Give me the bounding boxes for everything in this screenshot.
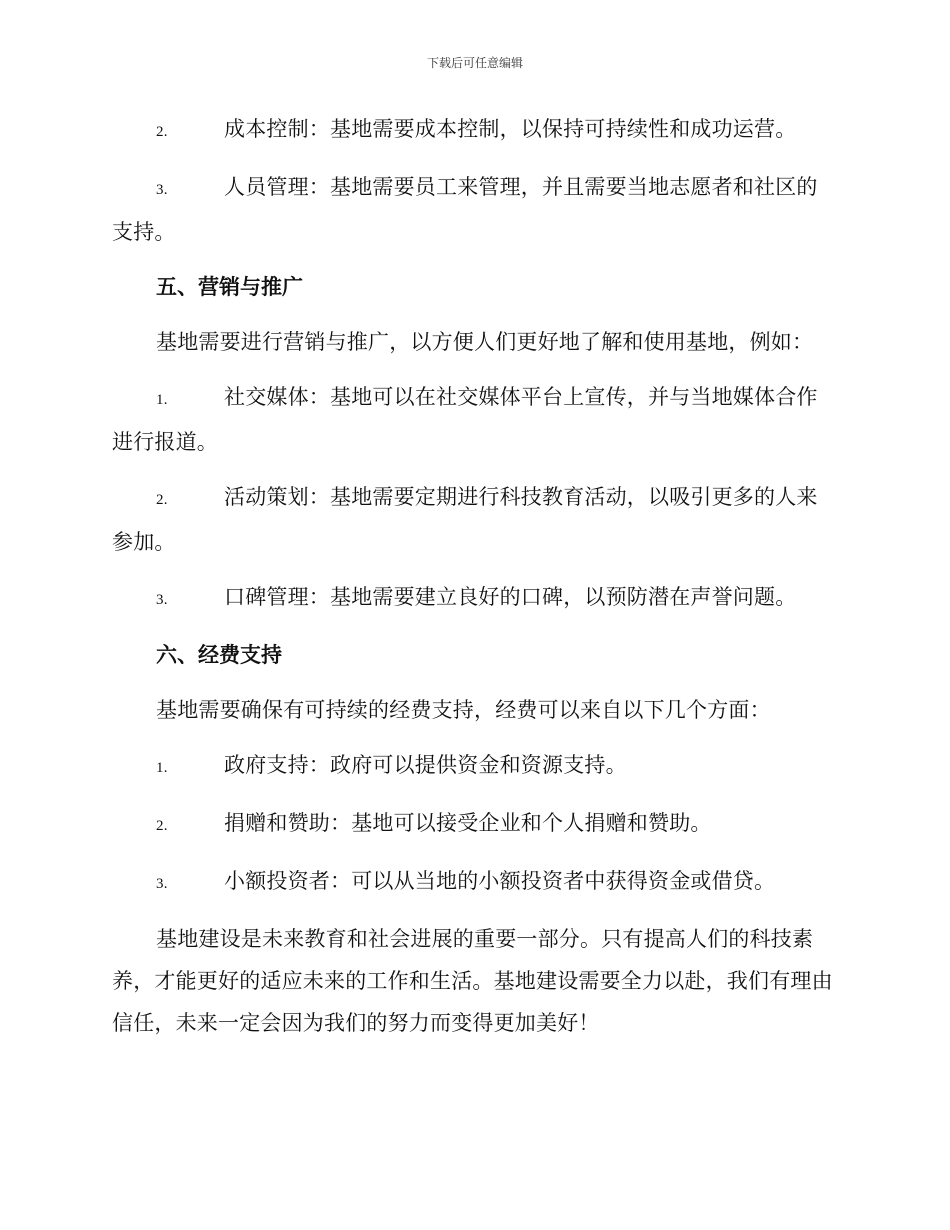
list-number: 3.: [156, 876, 168, 892]
list-number: 1.: [156, 760, 168, 776]
paragraph-marketing-intro: 基地需要进行营销与推广，以方便人们更好地了解和使用基地，例如：: [156, 330, 814, 354]
section-heading-funding: 六、经费支持: [156, 643, 282, 667]
section-heading-marketing: 五、营销与推广: [156, 275, 303, 299]
paragraph-funding-intro: 基地需要确保有可持续的经费支持，经费可以来自以下几个方面：: [156, 698, 771, 722]
page-header: 下载后可任意编辑: [426, 56, 523, 70]
list-item-investors: [112, 860, 834, 905]
list-item-text: 口碑管理：基地需要建立良好的口碑，以预防潜在声誉问题。: [224, 585, 797, 609]
list-item-text: 捐赠和赞助：基地可以接受企业和个人捐赠和赞助。: [224, 811, 712, 835]
list-item-text: 小额投资者：可以从当地的小额投资者中获得资金或借贷。: [224, 869, 776, 893]
list-item-donations: [112, 802, 834, 847]
list-number: 2.: [156, 492, 168, 508]
list-item-text: 人员管理：基地需要员工来管理，并且需要当地志愿者和社区的支持。: [112, 175, 818, 244]
list-item-staff-management: [112, 166, 834, 253]
list-number: 3.: [156, 182, 168, 198]
list-item-cost-control: [112, 108, 834, 153]
list-item-government: [112, 744, 834, 789]
list-number: 3.: [156, 592, 168, 608]
list-item-social-media: [112, 376, 834, 463]
document-body: [112, 108, 834, 1057]
list-item-reputation: [112, 576, 834, 621]
list-item-text: 成本控制：基地需要成本控制，以保持可持续性和成功运营。: [224, 117, 797, 141]
list-number: 1.: [156, 392, 168, 408]
list-item-text: 政府支持：政府可以提供资金和资源支持。: [224, 753, 627, 777]
list-item-event-planning: [112, 476, 834, 563]
list-item-text: 活动策划：基地需要定期进行科技教育活动，以吸引更多的人来参加。: [112, 485, 818, 554]
list-number: 2.: [156, 124, 168, 140]
list-number: 2.: [156, 818, 168, 834]
list-item-text: 社交媒体：基地可以在社交媒体平台上宣传，并与当地媒体合作进行报道。: [112, 385, 818, 454]
paragraph-conclusion: 基地建设是未来教育和社会进展的重要一部分。只有提高人们的科技素养，才能更好的适应未来的工作和生活。基地建设需要全力以赴，我们有理由信任，未来一定会因为我们的努力而变得更加美好！: [112, 927, 833, 1035]
